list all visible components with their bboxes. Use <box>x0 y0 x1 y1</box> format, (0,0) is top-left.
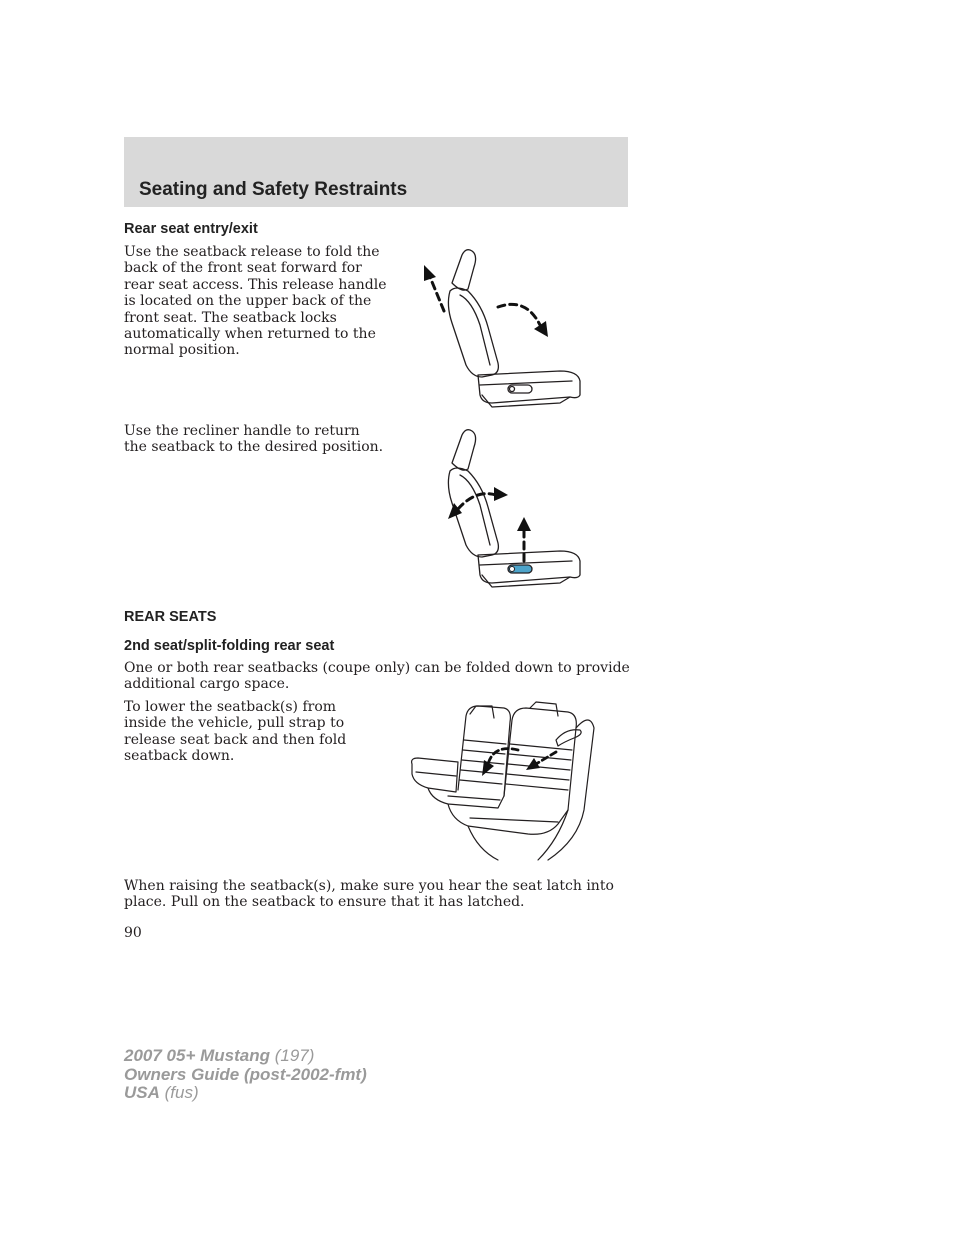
split-folding-rear-seat-illustration <box>408 700 598 865</box>
text-line: Use the recliner handle to return <box>124 423 360 439</box>
text-line: seatback down. <box>124 748 235 765</box>
text-line: normal position. <box>124 342 240 359</box>
split-folding-subheading: 2nd seat/split-folding rear seat <box>124 638 335 654</box>
text-line: inside the vehicle, pull strap to <box>124 715 345 732</box>
text-line: the seatback to the desired position. <box>124 439 384 456</box>
footer-line-2 <box>124 1066 367 1085</box>
document-footer <box>124 1047 367 1103</box>
text-line: release seat back and then fold <box>124 731 347 748</box>
text-line: Use the seatback release to fold the <box>124 244 380 260</box>
rear-seat-entry-heading: Rear seat entry/exit <box>124 221 258 237</box>
text-line: place. Pull on the seatback to ensure that it has latched. <box>124 894 525 911</box>
footer-guide: Owners Guide (post-2002-fmt) <box>124 1064 367 1084</box>
footer-model-code: (197) <box>274 1046 315 1065</box>
text-line: automatically when returned to the <box>124 326 376 343</box>
footer-market: USA <box>124 1083 160 1102</box>
text-line: back of the front seat forward for <box>124 260 362 277</box>
rear-seats-paragraph-3 <box>124 878 614 911</box>
footer-line-1 <box>124 1047 367 1066</box>
text-line: To lower the seatback(s) from <box>124 699 337 715</box>
text-line: is located on the upper back of the <box>124 293 372 310</box>
rear-seats-paragraph-2 <box>124 699 346 765</box>
page-number: 90 <box>124 925 142 941</box>
recliner-handle-illustration <box>410 425 590 590</box>
footer-model: 2007 05+ Mustang <box>124 1046 270 1065</box>
text-line: rear seat access. This release handle <box>124 276 387 293</box>
text-line: front seat. The seatback locks <box>124 309 337 326</box>
page-title: Seating and Safety Restraints <box>139 179 408 200</box>
text-line: additional cargo space. <box>124 676 290 693</box>
rear-seat-entry-paragraph-1 <box>124 244 387 359</box>
rear-seats-heading: REAR SEATS <box>124 609 217 625</box>
footer-market-code: (fus) <box>164 1083 199 1102</box>
seatback-release-illustration <box>410 245 590 410</box>
text-line: When raising the seatback(s), make sure you hear the seat latch into <box>124 878 614 894</box>
recliner-paragraph <box>124 423 383 456</box>
text-line: One or both rear seatbacks (coupe only) can be folded down to provide <box>124 660 630 676</box>
footer-line-3 <box>124 1084 367 1103</box>
rear-seats-paragraph-1 <box>124 660 630 693</box>
